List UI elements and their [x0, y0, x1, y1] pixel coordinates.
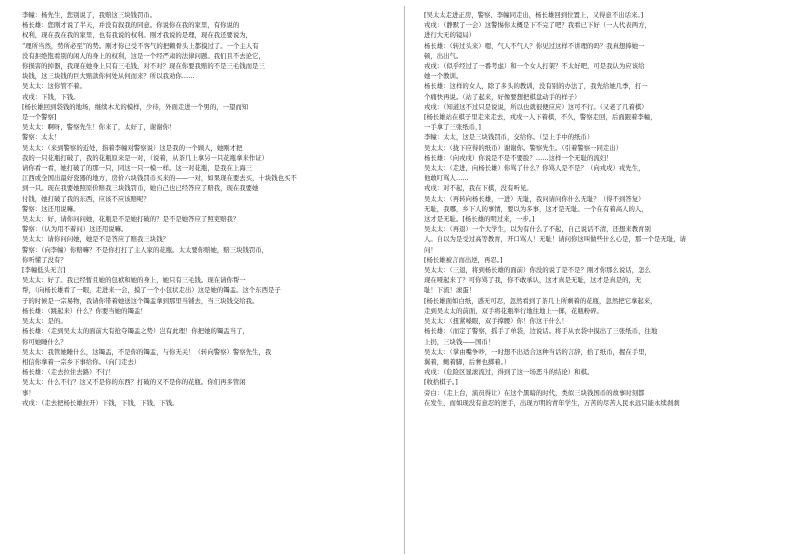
text-line: 戎戌：对不起，我在下棋，没有听见。 [424, 184, 533, 193]
text-line: 吴太太：（再转向杨长雄，一进）无耻，我问请问你什么无耻？（得不到答复） [424, 194, 645, 203]
text-line: 杨长雄：（向戎戌）你说是不是不要脸？……这样一个无耻的流妇！ [424, 153, 613, 162]
text-line: 戎戌：（走去把杨长雄拉开）下钱，下钱，下钱，下钱。 [22, 398, 179, 407]
text-line: 杨长雄：这样的女人，除了多头的教训，没有别的办法了，我先给她几季，打一 [424, 82, 648, 91]
text-line: 吴太太：这你管不着。 [22, 82, 86, 91]
text-line: “理所当然，势所必至”的势。刚才你已受不客气的把赖骨头上都摸过了。一个主人有 [22, 41, 259, 50]
text-line: 杨长雄：您刚才说了半天，并没有叙我的同意。你说你在我的家里，有你说的 [22, 21, 240, 30]
text-line: 吴太太：（再退）一个大学生，以为有什么了不起，自己说话不清，还想来教育别 [424, 225, 651, 234]
text-line: 吴太太：（拢下应得的纸币）谢谢你。警察先生。（引着警察一同走出） [424, 143, 623, 152]
text-line: 你损害的掉器，我现在她身上只有三毛钱，对不对？现在你要我赔的不是三毛钱而是三 [22, 62, 265, 71]
text-line: 到一只。现在我要她照原价赔我三块钱罚币，她自己也已经答应了赔我，现在我要她 [22, 184, 259, 193]
text-line: 戎戌：（知道这不过只是说说，所以也就很便应应）这可不行。（又老了几着棋） [424, 102, 648, 111]
text-line: 人。自以为是受过高等教育，开口骂人！无耻！请问你这叫做些什么心是，那一个是无耻，请 [424, 235, 687, 244]
text-line: 没有拒绝饱看别的闲人的身上的权利，这是一个经严肃的法律问题。我们且不去论它， [22, 51, 265, 60]
text-line: 翼着，鲍着脚，后奢也掷着。） [424, 357, 511, 366]
text-line: 块钱，这三块钱的巨大赔款你何处从何而来？所以我劝你…… [22, 72, 195, 81]
text-line: 江西或全国出最好瓷器的地方，房价六块钱罚币买来的——一对，如果现在要去买，十块钱也买不 [22, 174, 297, 183]
text-line: 警察：太太！ [22, 133, 61, 142]
text-line: 子的时候是一宗易物，我请你带着她送这个镯盂拿到那里当铺去，当三块钱交给我。 [22, 296, 259, 305]
text-line: [杨长雄站在棋子里走来走去，戎戌一人下着棋，不久，警察走回，后面跟着李幢， [424, 113, 657, 122]
text-line: 吴太太：（扭紧嗓眼，双手撑腰）你！你这干什么！ [424, 317, 568, 326]
text-line: 相信你拿着一宗乡下事给你。（向门走去） [22, 357, 141, 366]
text-line: 事！ [22, 388, 35, 397]
text-line: 警察：（认为用不着问）这还用说嘛。 [22, 225, 128, 234]
text-line: 旁白：（走上台，演员得让）在这个黑暗的时代，类似三块钱国币的故事时刻都 [424, 388, 645, 397]
text-line: 是一个警察] [22, 113, 57, 122]
text-line: 吴太太：是的。 [22, 317, 67, 326]
text-line: 请你看一看，她打破了的那一只，同这一只一模一样。这一对花瓶，是我在上海三 [22, 164, 253, 173]
text-line: 她一个教训。 [424, 72, 463, 81]
text-line: 杨长雄：（而定了警察，摇手了单袋，边说话。将手从衣袋中摸出了三张纸币，往地 [424, 327, 658, 336]
text-line: 这才是无耻。[杨长雄的明过来，一步。] [424, 215, 535, 224]
text-line: 吴太太：请你问问她，她是不是答应了赔我三块钱？ [22, 235, 169, 244]
text-line: 你听懂了没有？ [22, 255, 67, 264]
text-line: [杨长雄回到袋钱的地场，继续木尤的模样，少待，外面走进一个男的，一望而知 [22, 102, 249, 111]
text-line: 警察：这还用说嘛。 [22, 204, 80, 213]
text-line: [收拾棋子。] [424, 378, 458, 387]
text-line: 吴太太：好，请你问问她，花瓶是不是她打破的？是不是她答应了照吏赔我？ [22, 215, 240, 224]
text-line: 付钱，她打破了我的东西，应该不应该赔呢？ [22, 194, 150, 203]
text-line: 权利，现在我在我的家里，也有我说的权利。刚才我说的是理，现在我还要说为， [22, 31, 253, 40]
text-line: 一手拿了三张纸币，] [424, 123, 481, 132]
text-line: [杨长雄被言而出逆，再忍。] [424, 255, 503, 264]
text-line: 耻！下流！滚蛋！ [424, 286, 476, 295]
text-line: 吴太太：（来到警察的近处，指着李幢对警察说）这是我的一个顾人，她刚才把 [22, 143, 243, 152]
text-line: 杨长雄：（转过头来）嗯，气人不气人？你见过这样不讲理的吗？我真想捧她一 [424, 41, 645, 50]
text-line: 李幢：太太，这是三块钱罚币，交给你。（呈上手中的纸币） [424, 133, 594, 142]
text-line: 吴太太：（三退，将到杨长雄的面前）你没的说了是不是？刚才你那么说话，怎么 [424, 266, 651, 275]
text-line: 个痛快再说。（站了起来，好像要想把棋盘动手的样子） [424, 92, 581, 101]
column-divider [404, 6, 405, 554]
text-line: 进行大无的镜局） [424, 31, 476, 40]
text-line: 上扔，三块钱——国币！ [424, 337, 495, 346]
text-line: 他敢叮骂人…… [424, 174, 469, 183]
right-column [424, 10, 784, 408]
text-line: [吴太太走进正房，警察、李幢同走出，杨长雄回到位置上，又得意不出话来。] [424, 11, 644, 19]
text-line: 你可她睡什么？ [22, 337, 67, 346]
text-line: 杨长雄：（跳起来）什么？你要当她的镯盂！ [22, 306, 147, 315]
text-line: 戎戌：（似乎经过了一番考虑）和一个女人打架？不太好吧，可是我认为应该给 [424, 62, 645, 71]
text-line: 现在哑起来了？可你骂了我，你不敢承认，这才真是无耻，这才是真是的，无 [424, 276, 642, 285]
text-line: 吴太太：（掌由嘴争吵，一时想不出适合这种当话的言辞，拾了纸币，握在手里， [424, 347, 651, 356]
text-line: 吴太太：啊呀，警察先生！你来了，太好了，谢谢你！ [22, 123, 176, 132]
text-line: 帮，（向杨长雄看了一眼，走进来一会，摸了一个小包状走出）这是她的镯盂。这个东西是子 [22, 286, 281, 295]
text-line: 李幢：杨先生，您别说了，我赔这三块钱罚币。 [22, 11, 157, 19]
text-line: 戎戌：（危险区显滚流过，得到了这一场恶斗的结论）和棋。 [424, 368, 594, 377]
text-line: 吴太太：我管她睡什么，这镯盂，不是你的镯盂，与你无关！（转向警察）警察先生，我 [22, 347, 272, 356]
text-line: 吴太太：好了。我已经暂且她的包袱和她的身上，她只有三毛钱。现在请你帮一 [22, 276, 246, 285]
text-line: 杨长雄：（走到吴太太的面前大有抢夺镯盂之势）岂有此理！你把她的镯盂当了， [22, 327, 249, 336]
text-line: 吴太太：（走进，向杨长雄）你骂了什么？你骂人是不是？（向戎戌）戎先生， [424, 164, 645, 173]
text-line: 吴太太：什么不行？这又不是你的东西？打破的又不是你的花瓶。你们再多管闲 [22, 378, 246, 387]
text-line: 在发生，而如现没有意忍的逆手，出现方明的青年学生，万苦的尽苦人民永远只能永续刹刹 [424, 398, 680, 407]
text-line: 杨长雄：（走去拉住去路）不行！ [22, 368, 115, 377]
text-line: 顿，出出气。 [424, 51, 463, 60]
text-line: 问！ [424, 245, 437, 254]
text-line: 无耻，我哪，乡下人的事情，要以为多事，这才是无耻。一个在有着高人的人， [424, 204, 648, 213]
text-line: [杨长雄面如白纸，惑无可忍，忽然看到了茶几上所剩着的花瓶，忽然把它拿起来， [424, 296, 657, 305]
text-line: 走到吴太太的前面，双手将花瓶举行地往地上一掷，花瓶粉碎。 [424, 306, 603, 315]
text-line: 戎戌：（静默了一会）这警惕你太概是下不完了吧？我看已下好（一人代表两方， [424, 21, 651, 30]
text-line: [李幢低头无言] [22, 266, 66, 275]
text-line: 我的一只花瓶打破了，我的花瓶原来是一对，（说着，从茶几上拿另一只花瓶拿来作证） [22, 153, 269, 162]
left-column [22, 10, 388, 408]
text-line: 警察：（向李幢）你赔嘛？不是你打打了主人家的花瓶。太太要你赔她，赔三块钱罚币， [22, 245, 269, 254]
text-line: 戎戌：下钱，下钱。 [22, 92, 80, 101]
